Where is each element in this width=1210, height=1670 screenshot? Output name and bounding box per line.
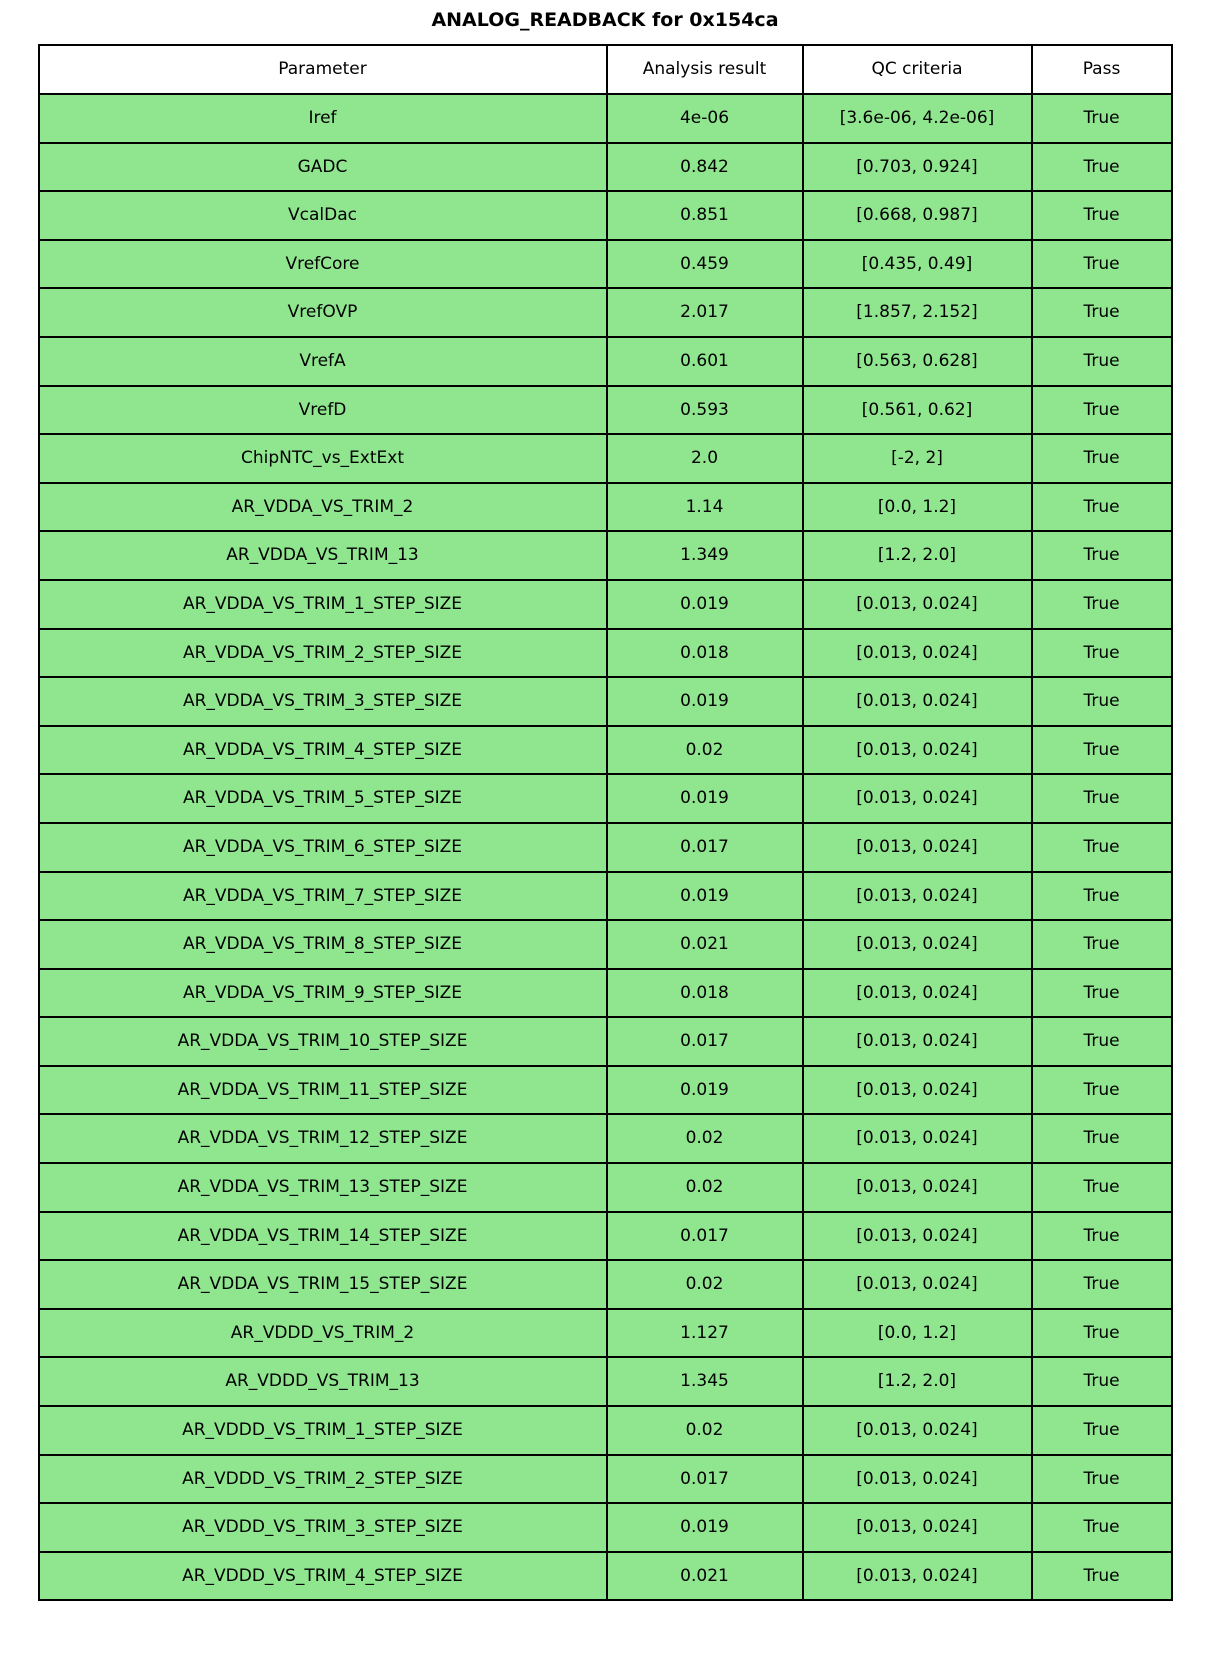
cell-parameter: VrefD [39,386,607,435]
cell-pass: True [1032,1309,1172,1358]
analog-readback-table [38,44,1173,1601]
table-row [39,531,1172,580]
cell-analysis-result: 0.459 [607,240,803,289]
table-row [39,1114,1172,1163]
cell-pass: True [1032,1552,1172,1601]
cell-pass: True [1032,288,1172,337]
cell-parameter: ChipNTC_vs_ExtExt [39,434,607,483]
cell-pass: True [1032,191,1172,240]
cell-parameter: VcalDac [39,191,607,240]
column-header-analysis-result: Analysis result [607,45,803,94]
table-row [39,920,1172,969]
cell-pass: True [1032,386,1172,435]
cell-qc-criteria: [0.013, 0.024] [803,1552,1032,1601]
cell-pass: True [1032,531,1172,580]
cell-analysis-result: 0.019 [607,677,803,726]
cell-qc-criteria: [0.013, 0.024] [803,1212,1032,1261]
cell-pass: True [1032,969,1172,1018]
cell-pass: True [1032,434,1172,483]
table-row [39,240,1172,289]
cell-analysis-result: 1.349 [607,531,803,580]
cell-qc-criteria: [0.013, 0.024] [803,969,1032,1018]
cell-parameter: AR_VDDD_VS_TRIM_2_STEP_SIZE [39,1455,607,1504]
cell-parameter: AR_VDDA_VS_TRIM_9_STEP_SIZE [39,969,607,1018]
cell-qc-criteria: [1.857, 2.152] [803,288,1032,337]
cell-analysis-result: 0.018 [607,969,803,1018]
cell-parameter: AR_VDDA_VS_TRIM_5_STEP_SIZE [39,774,607,823]
cell-qc-criteria: [0.013, 0.024] [803,1163,1032,1212]
cell-pass: True [1032,1357,1172,1406]
table-row [39,483,1172,532]
table-row [39,1260,1172,1309]
cell-analysis-result: 0.593 [607,386,803,435]
cell-qc-criteria: [0.563, 0.628] [803,337,1032,386]
cell-analysis-result: 0.601 [607,337,803,386]
cell-qc-criteria: [0.013, 0.024] [803,774,1032,823]
table-row [39,337,1172,386]
cell-qc-criteria: [0.013, 0.024] [803,629,1032,678]
cell-qc-criteria: [0.013, 0.024] [803,580,1032,629]
table-row [39,1066,1172,1115]
table-row [39,1357,1172,1406]
cell-analysis-result: 0.019 [607,580,803,629]
cell-pass: True [1032,629,1172,678]
cell-parameter: VrefCore [39,240,607,289]
cell-analysis-result: 1.345 [607,1357,803,1406]
cell-parameter: AR_VDDA_VS_TRIM_2 [39,483,607,532]
cell-pass: True [1032,483,1172,532]
cell-pass: True [1032,920,1172,969]
cell-parameter: AR_VDDA_VS_TRIM_14_STEP_SIZE [39,1212,607,1261]
table-row [39,1552,1172,1601]
cell-pass: True [1032,1406,1172,1455]
cell-pass: True [1032,872,1172,921]
cell-parameter: AR_VDDD_VS_TRIM_13 [39,1357,607,1406]
table-row [39,580,1172,629]
cell-parameter: AR_VDDA_VS_TRIM_4_STEP_SIZE [39,726,607,775]
cell-qc-criteria: [3.6e-06, 4.2e-06] [803,94,1032,143]
cell-pass: True [1032,774,1172,823]
cell-parameter: VrefOVP [39,288,607,337]
table-row [39,823,1172,872]
cell-pass: True [1032,677,1172,726]
cell-parameter: AR_VDDA_VS_TRIM_6_STEP_SIZE [39,823,607,872]
cell-pass: True [1032,823,1172,872]
cell-qc-criteria: [0.013, 0.024] [803,1406,1032,1455]
cell-parameter: GADC [39,143,607,192]
cell-analysis-result: 0.017 [607,1017,803,1066]
page-title: ANALOG_READBACK for 0x154ca [431,9,779,31]
cell-qc-criteria: [0.703, 0.924] [803,143,1032,192]
cell-pass: True [1032,94,1172,143]
cell-analysis-result: 0.017 [607,1455,803,1504]
cell-qc-criteria: [0.013, 0.024] [803,1503,1032,1552]
cell-analysis-result: 0.019 [607,872,803,921]
table-row [39,1406,1172,1455]
cell-pass: True [1032,1503,1172,1552]
cell-analysis-result: 0.02 [607,1406,803,1455]
cell-parameter: AR_VDDA_VS_TRIM_3_STEP_SIZE [39,677,607,726]
cell-pass: True [1032,1017,1172,1066]
table-row [39,191,1172,240]
table-row [39,143,1172,192]
cell-pass: True [1032,337,1172,386]
cell-parameter: AR_VDDA_VS_TRIM_15_STEP_SIZE [39,1260,607,1309]
cell-qc-criteria: [-2, 2] [803,434,1032,483]
cell-qc-criteria: [0.561, 0.62] [803,386,1032,435]
table-row [39,1309,1172,1358]
cell-qc-criteria: [0.013, 0.024] [803,677,1032,726]
cell-qc-criteria: [0.668, 0.987] [803,191,1032,240]
cell-analysis-result: 4e-06 [607,94,803,143]
table-row [39,774,1172,823]
cell-parameter: AR_VDDA_VS_TRIM_2_STEP_SIZE [39,629,607,678]
cell-pass: True [1032,240,1172,289]
cell-analysis-result: 0.021 [607,920,803,969]
cell-qc-criteria: [1.2, 2.0] [803,1357,1032,1406]
cell-pass: True [1032,1260,1172,1309]
cell-qc-criteria: [0.0, 1.2] [803,483,1032,532]
cell-qc-criteria: [0.013, 0.024] [803,920,1032,969]
table-row [39,94,1172,143]
table-row [39,386,1172,435]
cell-analysis-result: 0.017 [607,823,803,872]
cell-parameter: AR_VDDA_VS_TRIM_7_STEP_SIZE [39,872,607,921]
cell-qc-criteria: [0.013, 0.024] [803,823,1032,872]
cell-parameter: Iref [39,94,607,143]
cell-analysis-result: 0.02 [607,726,803,775]
cell-analysis-result: 0.019 [607,1066,803,1115]
cell-analysis-result: 0.02 [607,1260,803,1309]
cell-analysis-result: 0.018 [607,629,803,678]
cell-analysis-result: 0.019 [607,774,803,823]
cell-qc-criteria: [0.013, 0.024] [803,872,1032,921]
cell-parameter: AR_VDDD_VS_TRIM_1_STEP_SIZE [39,1406,607,1455]
cell-parameter: AR_VDDA_VS_TRIM_11_STEP_SIZE [39,1066,607,1115]
cell-qc-criteria: [0.013, 0.024] [803,1455,1032,1504]
column-header-qc-criteria: QC criteria [803,45,1032,94]
cell-qc-criteria: [1.2, 2.0] [803,531,1032,580]
table-row [39,677,1172,726]
cell-analysis-result: 0.851 [607,191,803,240]
table-row [39,872,1172,921]
cell-parameter: AR_VDDA_VS_TRIM_13 [39,531,607,580]
cell-pass: True [1032,1212,1172,1261]
table-row [39,434,1172,483]
cell-pass: True [1032,580,1172,629]
column-header-pass: Pass [1032,45,1172,94]
cell-parameter: AR_VDDD_VS_TRIM_2 [39,1309,607,1358]
cell-analysis-result: 0.02 [607,1163,803,1212]
table-row [39,629,1172,678]
cell-parameter: VrefA [39,337,607,386]
cell-analysis-result: 1.127 [607,1309,803,1358]
table-row [39,726,1172,775]
cell-parameter: AR_VDDA_VS_TRIM_1_STEP_SIZE [39,580,607,629]
cell-pass: True [1032,726,1172,775]
cell-pass: True [1032,1163,1172,1212]
cell-qc-criteria: [0.013, 0.024] [803,1260,1032,1309]
cell-analysis-result: 0.019 [607,1503,803,1552]
cell-parameter: AR_VDDD_VS_TRIM_3_STEP_SIZE [39,1503,607,1552]
cell-pass: True [1032,143,1172,192]
cell-pass: True [1032,1455,1172,1504]
cell-analysis-result: 2.0 [607,434,803,483]
cell-qc-criteria: [0.435, 0.49] [803,240,1032,289]
cell-qc-criteria: [0.013, 0.024] [803,1114,1032,1163]
cell-parameter: AR_VDDD_VS_TRIM_4_STEP_SIZE [39,1552,607,1601]
cell-analysis-result: 1.14 [607,483,803,532]
cell-pass: True [1032,1066,1172,1115]
cell-parameter: AR_VDDA_VS_TRIM_13_STEP_SIZE [39,1163,607,1212]
table-row [39,288,1172,337]
cell-qc-criteria: [0.0, 1.2] [803,1309,1032,1358]
column-header-parameter: Parameter [39,45,607,94]
table-row [39,1212,1172,1261]
cell-analysis-result: 0.017 [607,1212,803,1261]
table-header-row [39,45,1172,94]
table-row [39,1455,1172,1504]
table-row [39,1163,1172,1212]
cell-analysis-result: 0.021 [607,1552,803,1601]
table-header [39,45,1172,94]
cell-qc-criteria: [0.013, 0.024] [803,1017,1032,1066]
cell-qc-criteria: [0.013, 0.024] [803,1066,1032,1115]
cell-analysis-result: 2.017 [607,288,803,337]
table-row [39,969,1172,1018]
cell-parameter: AR_VDDA_VS_TRIM_8_STEP_SIZE [39,920,607,969]
cell-pass: True [1032,1114,1172,1163]
cell-parameter: AR_VDDA_VS_TRIM_10_STEP_SIZE [39,1017,607,1066]
cell-parameter: AR_VDDA_VS_TRIM_12_STEP_SIZE [39,1114,607,1163]
cell-qc-criteria: [0.013, 0.024] [803,726,1032,775]
cell-analysis-result: 0.02 [607,1114,803,1163]
table-row [39,1017,1172,1066]
table-body [39,94,1172,1600]
table-row [39,1503,1172,1552]
cell-analysis-result: 0.842 [607,143,803,192]
